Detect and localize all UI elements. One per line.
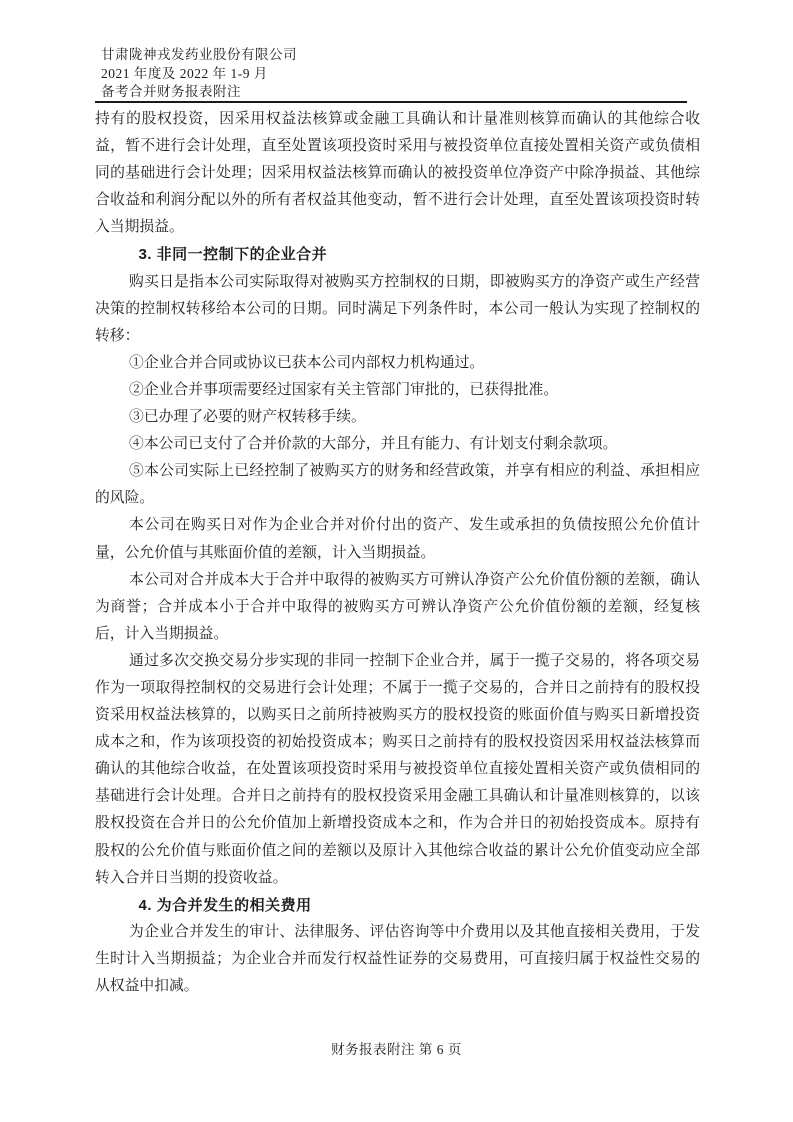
document-body	[95, 106, 700, 1000]
paragraph: ③已办理了必要的财产权转移手续。	[129, 409, 366, 426]
paragraph: 为企业合并发生的审计、法律服务、评估咨询等中介费用以及其他直接相关费用，于发生时计入当期损益；为企业合并而发行权益性证券的交易费用，可直接归属于权益性交易的从权益中扣减。	[95, 923, 700, 994]
paragraph: 通过多次交换交易分步实现的非同一控制下企业合并，属于一揽子交易的，将各项交易作为一项取得控制权的交易进行会计处理；不属于一揽子交易的，合并日之前持有的股权投资采用权益法核算的，以购买日之前所持被购买方的股权投资的账面价值与购买日新增投资成本之和，作为该项投资的初始投资成本；购买日之前持有的股权投资因采用权益法核算而确认的其他综合收益，在处置该项投资时采用与被投资单位直接处置相关资产或负债相同的基础进行会计处理。合并日之前持有的股权投资采用金融工具确认和计量准则核算的，以该股权投资在合并日的公允价值加上新增投资成本之和，作为合并日的初始投资成本。原持有股权的公允价值与账面价值之间的差额以及原计入其他综合收益的累计公允价值变动应全部转入合并日当期的投资收益。	[95, 652, 700, 886]
paragraph: 购买日是指本公司实际取得对被购买方控制权的日期，即被购买方的净资产或生产经营决策的控制权转移给本公司的日期。同时满足下列条件时，本公司一般认为实现了控制权的转移：	[95, 273, 700, 344]
paragraph: 本公司对合并成本大于合并中取得的被购买方可辨认净资产公允价值份额的差额，确认为商誉；合并成本小于合并中取得的被购买方可辨认净资产公允价值份额的差额，经复核后，计入当期损益。	[95, 571, 700, 642]
paragraph: ①企业合并合同或协议已获本公司内部权力机构通过。	[129, 354, 485, 371]
paragraph: ②企业合并事项需要经过国家有关主管部门审批的，已获得批准。	[129, 381, 559, 398]
header-company-name: 甘肃陇神戎发药业股份有限公司	[101, 47, 297, 62]
header-report-period: 2021 年度及 2022 年 1-9 月	[101, 65, 268, 81]
page-footer	[0, 1038, 793, 1058]
document-header	[101, 46, 687, 102]
header-rule	[95, 101, 687, 103]
section-heading: 3. 非同一控制下的企业合并	[138, 246, 328, 264]
footer-page-label: 财务报表附注 第 6 页	[331, 1042, 462, 1057]
paragraph: ④本公司已支付了合并价款的大部分，并且有能力、有计划支付剩余款项。	[129, 436, 618, 453]
header-document-title: 备考合并财务报表附注	[101, 84, 241, 99]
section-heading: 4. 为合并发生的相关费用	[138, 896, 312, 914]
paragraph: ⑤本公司实际上已经控制了被购买方的财务和经营政策，并享有相应的利益、承担相应的风险。	[95, 463, 700, 507]
paragraph: 本公司在购买日对作为企业合并对价付出的资产、发生或承担的负债按照公允价值计量，公允价值与其账面价值的差额，计入当期损益。	[95, 517, 700, 561]
paragraph: 持有的股权投资，因采用权益法核算或金融工具确认和计量准则核算而确认的其他综合收益，暂不进行会计处理，直至处置该项投资时采用与被投资单位直接处置相关资产或负债相同的基础进行会计处理；因采用权益法核算而确认的被投资单位净资产中除净损益、其他综合收益和利润分配以外的所有者权益其他变动，暂不进行会计处理，直至处置该项投资时转入当期损益。	[95, 111, 700, 236]
